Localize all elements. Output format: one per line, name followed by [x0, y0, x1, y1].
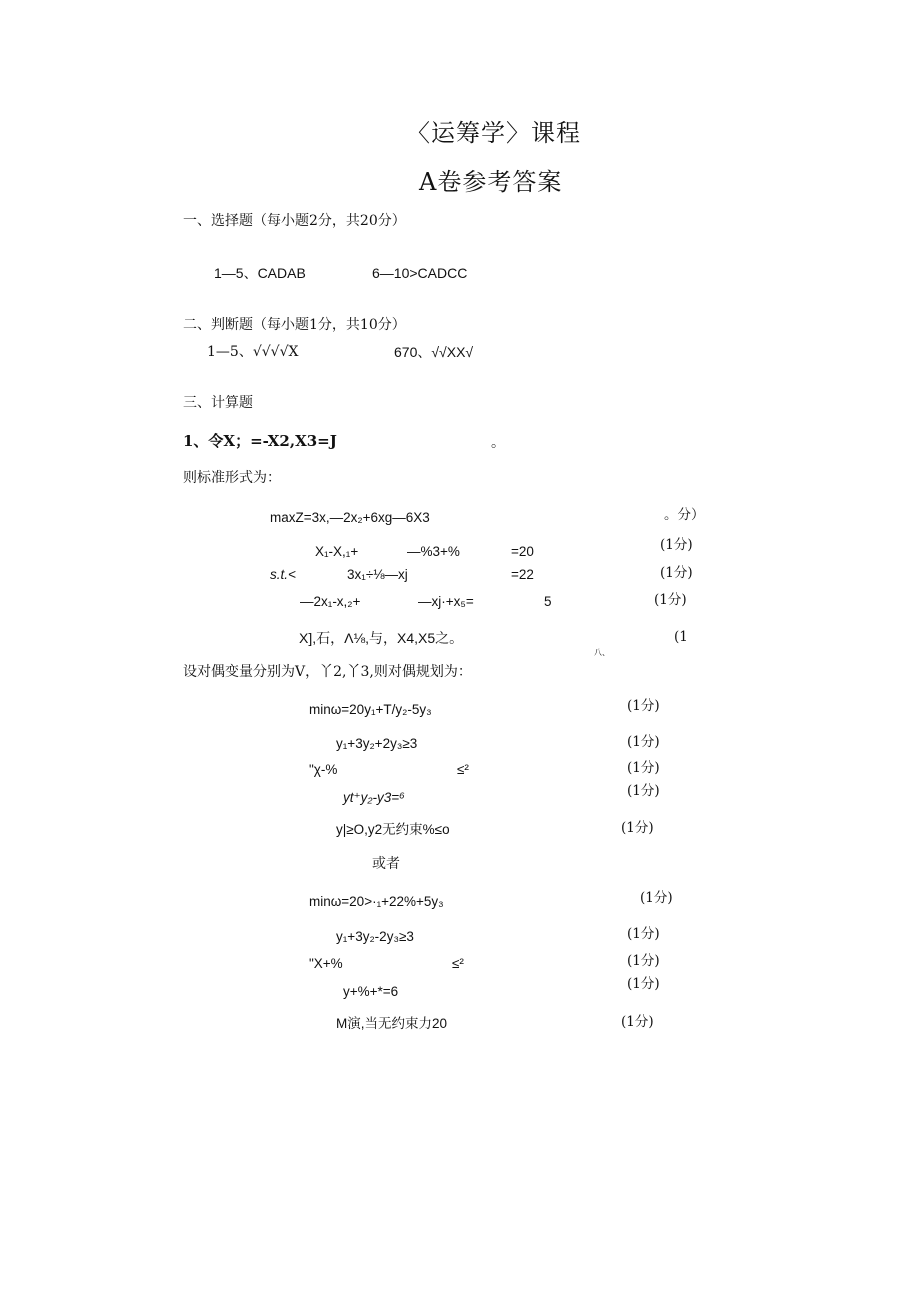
- dual1-row-1-score: (1分): [627, 734, 660, 750]
- dual1-objective-score: (1分): [627, 698, 660, 714]
- dual2-row-2-score: (1分): [627, 953, 660, 969]
- constraint-3-rhs: 5: [544, 594, 552, 609]
- dual1-row-2-score: (1分): [627, 760, 660, 776]
- dual2-row-1-score: (1分): [627, 926, 660, 942]
- dual1-row-4: y|≥O,y2无约束%≤o: [336, 822, 450, 837]
- constraint-1-score: (1分): [660, 537, 693, 553]
- judgement-answers-6-10: 670、√√XX√: [394, 344, 474, 360]
- constraint-2-lhs: 3x₁÷⅛—xj: [347, 567, 408, 582]
- dual2-row-2: "X+%: [309, 956, 343, 971]
- dual1-row-4-score: (1分): [621, 820, 654, 836]
- dual2-row-4: M演,当无约束力20: [336, 1016, 448, 1031]
- dual1-row-2-relation: ≤²: [457, 762, 469, 777]
- nonnegativity-constraint: X],石，Λ⅛,与，X4,X5之。: [299, 630, 464, 646]
- dual2-row-3-score: (1分): [627, 976, 660, 992]
- question-1-intro: 1、令X；=-X2,X3=J: [183, 432, 337, 450]
- section-heading-calculation: 三、计算题: [183, 395, 253, 411]
- choice-answers-6-10: 6—10>CADCC: [372, 265, 468, 281]
- constraint-1-mid: —%3+%: [407, 544, 460, 559]
- dual1-row-1: y₁+3y₂+2y₃≥3: [336, 736, 418, 751]
- dual2-row-4-score: (1分): [621, 1014, 654, 1030]
- constraint-3-lhs: —2x₁-x,₂+: [300, 594, 361, 609]
- choice-answers-1-5: 1—5、CADAB: [214, 265, 306, 281]
- objective-function: maxZ=3x,—2x₂+6xg—6X3: [270, 510, 430, 525]
- dual2-row-1: y₁+3y₂-2y₃≥3: [336, 929, 414, 944]
- question-1-intro-dot: 。: [491, 435, 505, 451]
- dual2-row-3: y+%+*=6: [343, 984, 399, 999]
- dual1-row-3: yt⁺y₂-y3=⁶: [343, 790, 405, 805]
- constraint-2-score: (1分): [660, 565, 693, 581]
- constraint-2-rhs: =22: [511, 567, 534, 582]
- or-label: 或者: [372, 856, 400, 872]
- standard-form-label: 则标准形式为：: [183, 470, 281, 486]
- subject-to-label: s.t.<: [270, 567, 296, 582]
- constraint-1-rhs: =20: [511, 544, 534, 559]
- dual1-objective: minω=20y₁+T/y₂-5y₃: [309, 702, 432, 717]
- constraint-3-mid: —xj·+x₅=: [418, 594, 474, 609]
- dual1-row-2: "χ-%: [309, 762, 338, 777]
- constraint-1-lhs: X₁-X,₁+: [315, 544, 359, 559]
- page-title: 〈运筹学〉课程: [406, 119, 581, 147]
- section-heading-choice: 一、选择题（每小题2分，共20分）: [183, 213, 406, 229]
- objective-score: 。分）: [664, 507, 705, 523]
- dual2-objective: minω=20>·₁+22%+5y₃: [309, 894, 444, 909]
- dual2-row-2-relation: ≤²: [452, 956, 464, 971]
- page-subtitle: A卷参考答案: [419, 168, 563, 196]
- section-heading-judgement: 二、判断题（每小题1分，共10分）: [183, 317, 406, 333]
- constraint-3-score: (1分): [654, 592, 687, 608]
- dual1-row-3-score: (1分): [627, 783, 660, 799]
- nonnegativity-score: (1: [674, 629, 688, 645]
- judgement-answers-1-5: 1—5、√√√√X: [207, 344, 299, 360]
- dual2-objective-score: (1分): [640, 890, 673, 906]
- nonnegativity-score-fragment: 八、: [594, 648, 610, 657]
- dual-intro: 设对偶变量分别为V，丫2,丫3,则对偶规划为：: [183, 664, 472, 680]
